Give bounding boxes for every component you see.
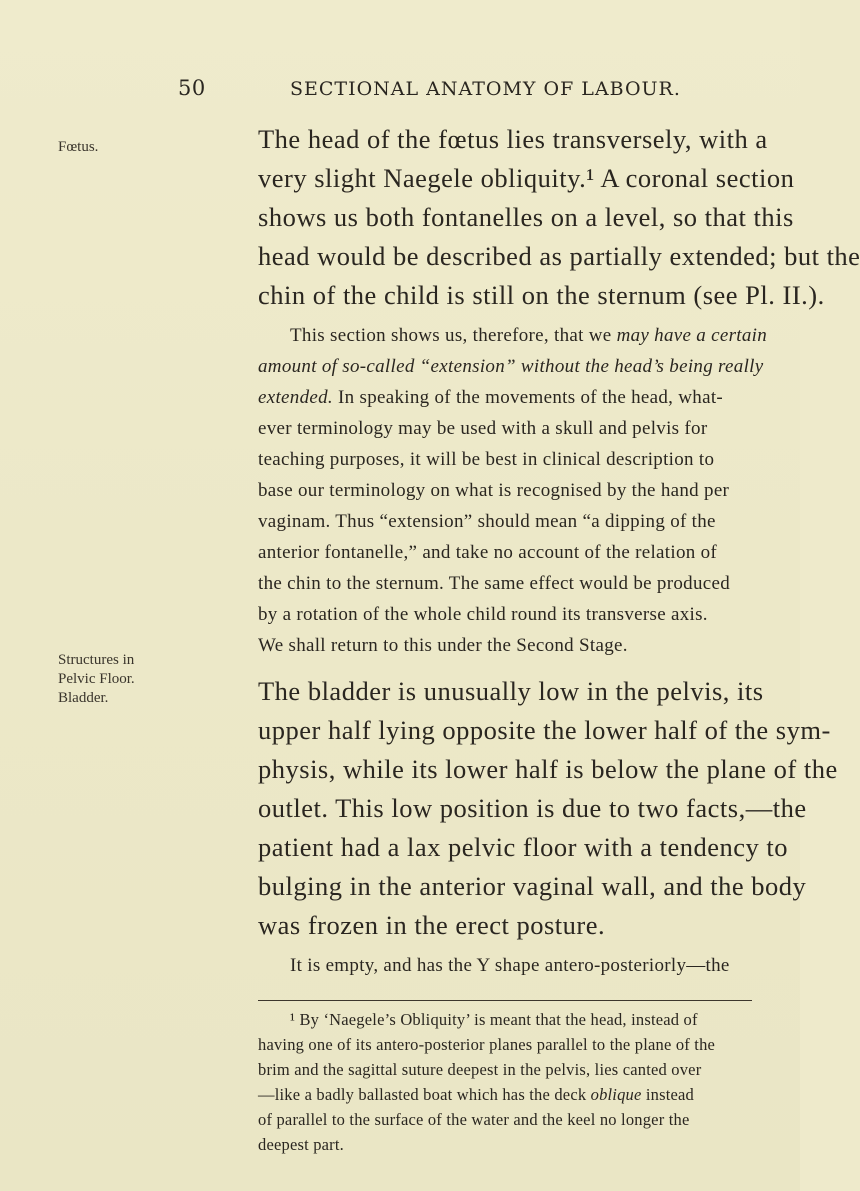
text-line [258,325,767,347]
italic-span: may have a certain [616,325,768,346]
margin-note-line: Pelvic Floor. [58,671,135,687]
text-line: patient had a lax pelvic floor with a tendency to [258,832,789,862]
text-line [258,356,763,378]
margin-note-line: Bladder. [58,690,109,706]
text-span: In speaking of the movements of the head, what- [332,387,724,408]
text-line: very slight Naegele obliquity.¹ A coronal section [258,163,795,193]
text-line: physis, while its lower half is below the plane of the [258,754,838,784]
footnote-line: of parallel to the surface of the water and the keel no longer the [258,1110,690,1129]
text-span: instead [641,1085,694,1104]
margin-note-foetus: Fœtus. [58,139,99,155]
text-line: The head of the fœtus lies transversely, with a [258,124,768,154]
text-line: We shall return to this under the Second Stage. [258,635,628,656]
footnote-line: having one of its antero-posterior planes parallel to the plane of the [258,1035,716,1054]
text-line: teaching purposes, it will be best in clinical description to [258,449,715,470]
footnote-line [258,1085,694,1105]
footnote-line: deepest part. [258,1135,344,1154]
text-line: shows us both fontanelles on a level, so that this [258,202,794,232]
text-span: —like a badly ballasted boat which has the deck [258,1085,591,1104]
footnote-line: ¹ By ‘Naegele’s Obliquity’ is meant that the head, instead of [290,1010,698,1029]
text-line: base our terminology on what is recognised by the hand per [258,480,730,501]
italic-span: extended. [258,387,333,408]
text-line: by a rotation of the whole child round its transverse axis. [258,604,708,625]
page-number: 50 [178,76,206,100]
footnote-rule [258,1000,752,1001]
text-line: outlet. This low position is due to two facts,—the [258,793,807,823]
text-line: the chin to the sternum. The same effect would be produced [258,573,731,594]
text-line: chin of the child is still on the sternum (see Pl. II.). [258,280,825,310]
text-line [258,387,723,409]
text-line: The bladder is unusually low in the pelvis, its [258,676,764,706]
text-line: ever terminology may be used with a skull and pelvis for [258,418,708,439]
text-line: was frozen in the erect posture. [258,910,606,940]
text-line: bulging in the anterior vaginal wall, and the body [258,871,807,901]
running-title: SECTIONAL ANATOMY OF LABOUR. [290,78,681,100]
italic-span: amount of so-called “extension” without the head’s being really [258,356,764,377]
margin-note-structures [58,651,135,708]
footnote-line: brim and the sagittal suture deepest in the pelvis, lies canted over [258,1060,702,1079]
text-line: It is empty, and has the Y shape antero-posteriorly—the [290,955,730,976]
text-line: head would be described as partially extended; but the [258,241,860,271]
italic-span: oblique [590,1085,642,1104]
text-line: upper half lying opposite the lower half of the sym- [258,715,831,745]
text-line: anterior fontanelle,” and take no account of the relation of [258,542,718,563]
margin-note-line: Structures in [58,652,135,668]
text-span: This section shows us, therefore, that we [290,325,617,346]
running-head [178,76,681,106]
text-line: vaginam. Thus “extension” should mean “a dipping of the [258,511,716,532]
